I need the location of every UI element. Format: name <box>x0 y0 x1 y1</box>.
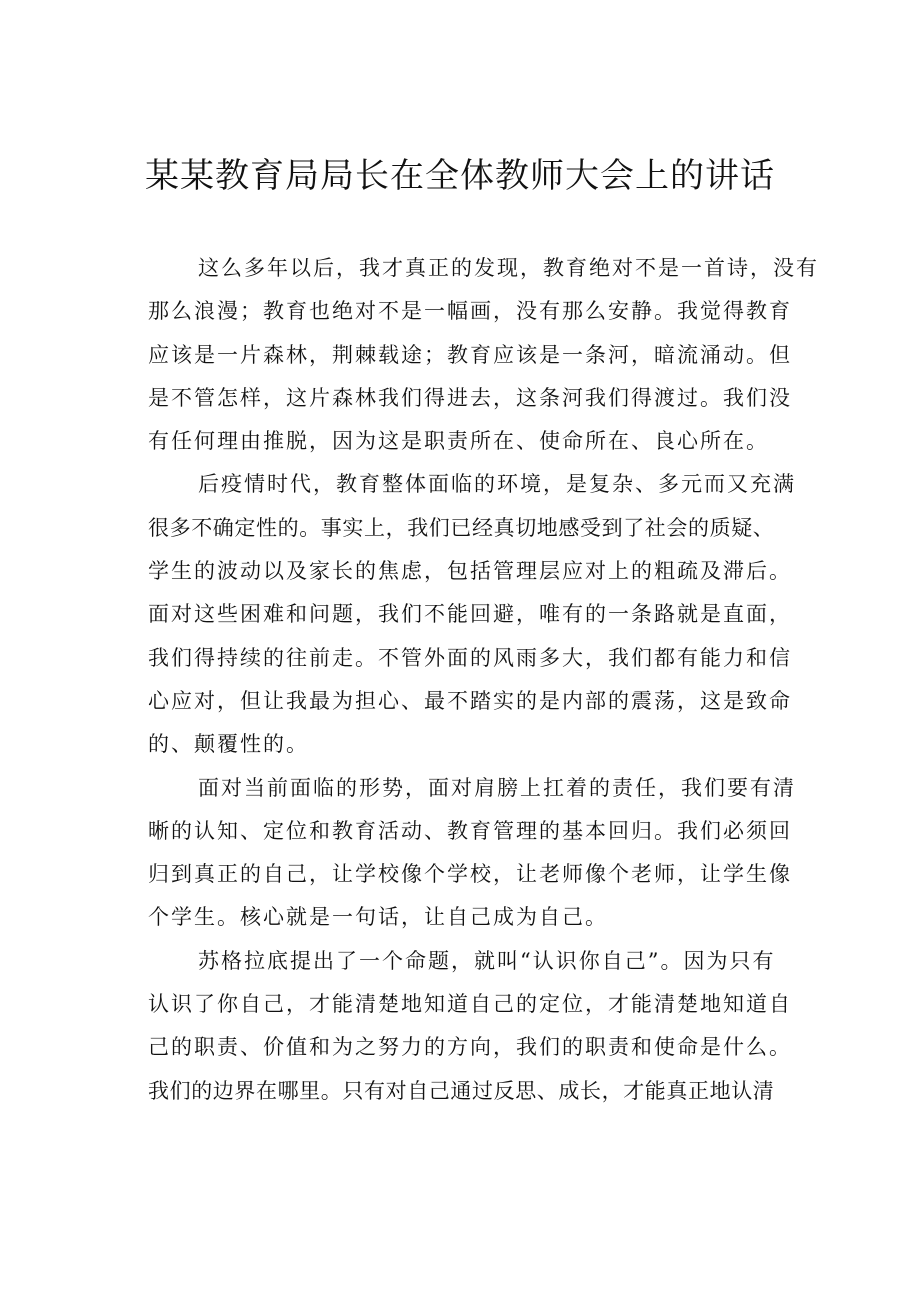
paragraph-2 <box>148 463 796 766</box>
text-line: 我们得持续的往前走。不管外面的风雨多大，我们都有能力和信 <box>148 645 792 670</box>
text-line: 应该是一片森林，荆棘载途；教育应该是一条河，暗流涌动。但 <box>148 342 792 367</box>
text-line: 己的职责、价值和为之努力的方向，我们的职责和使命是什么。 <box>148 1035 792 1060</box>
paragraph-4 <box>148 940 792 1113</box>
document-title: 某某教育局局长在全体教师大会上的讲话 <box>145 156 775 196</box>
text-line: 晰的认知、定位和教育活动、教育管理的基本回归。我们必须回 <box>148 818 792 843</box>
text-line: 是不管怎样，这片森林我们得进去，这条河我们得渡过。我们没 <box>148 385 792 410</box>
paragraph-3 <box>148 767 796 940</box>
text-line: 很多不确定性的。事实上，我们已经真切地感受到了社会的质疑、 <box>148 515 775 540</box>
document-body <box>148 247 819 1113</box>
paragraph-1 <box>148 247 819 463</box>
text-line: 心应对，但让我最为担心、最不踏实的是内部的震荡，这是致命 <box>148 688 792 713</box>
text-line: 个学生。核心就是一句话，让自己成为自己。 <box>148 905 608 930</box>
text-line: 这么多年以后，我才真正的发现，教育绝对不是一首诗，没有 <box>198 256 819 280</box>
text-line: 归到真正的自己，让学校像个学校，让老师像个老师，让学生像 <box>148 862 792 887</box>
text-line: 后疫情时代，教育整体面临的环境，是复杂、多元而又充满 <box>198 472 796 497</box>
text-line: 学生的波动以及家长的焦虑，包括管理层应对上的粗疏及滞后。 <box>148 559 792 584</box>
text-line: 有任何理由推脱，因为这是职责所在、使命所在、良心所在。 <box>148 429 769 454</box>
text-line: 的、颠覆性的。 <box>148 732 309 757</box>
text-line: 认识了你自己，才能清楚地知道自己的定位，才能清楚地知道自 <box>148 992 792 1017</box>
text-line: 面对当前面临的形势，面对肩膀上扛着的责任，我们要有清 <box>198 775 796 800</box>
text-line: 我们的边界在哪里。只有对自己通过反思、成长，才能真正地认清 <box>148 1078 775 1103</box>
text-line: 苏格拉底提出了一个命题，就叫“认识你自己”。因为只有 <box>198 948 776 973</box>
text-line: 那么浪漫；教育也绝对不是一幅画，没有那么安静。我觉得教育 <box>148 299 792 324</box>
text-line: 面对这些困难和问题，我们不能回避，唯有的一条路就是直面， <box>148 602 792 627</box>
